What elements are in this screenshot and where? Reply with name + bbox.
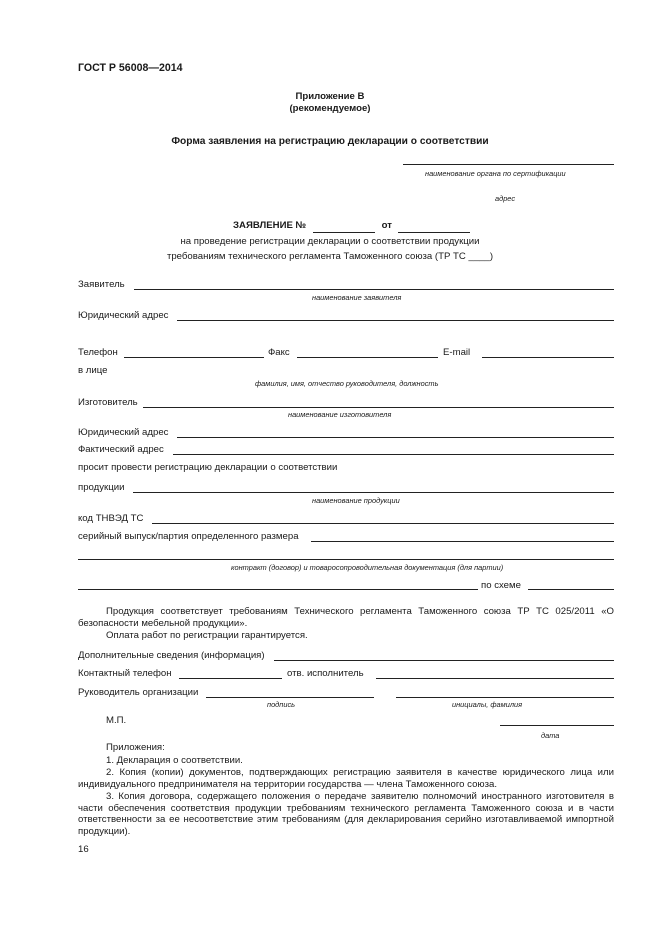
statement-from-label: от xyxy=(381,220,392,231)
form-title: Форма заявления на регистрацию декларации о соответствии xyxy=(171,136,489,147)
person-hint: фамилия, имя, отчество руководителя, должность xyxy=(255,379,439,388)
legal-address2-label: Юридический адрес xyxy=(78,427,169,438)
product-label: продукции xyxy=(78,482,125,493)
serial-label: серийный выпуск/партия определенного размера xyxy=(78,531,299,542)
contact-phone-field[interactable] xyxy=(179,678,282,679)
in-person-label: в лице xyxy=(78,365,108,376)
payment-paragraph: Оплата работ по регистрации гарантируется. xyxy=(106,630,308,641)
head-label: Руководитель организации xyxy=(78,687,199,698)
signature-hint: подпись xyxy=(267,700,296,709)
responsible-label: отв. исполнитель xyxy=(287,668,364,679)
cert-body-line[interactable] xyxy=(403,164,614,165)
attachments-title: Приложения: xyxy=(106,742,165,753)
scheme-label: по схеме xyxy=(481,580,521,591)
statement-number-field[interactable] xyxy=(313,220,375,233)
initials-hint: инициалы, фамилия xyxy=(452,700,523,709)
contact-phone-label: Контактный телефон xyxy=(78,668,172,679)
manufacturer-label: Изготовитель xyxy=(78,397,138,408)
contract-field[interactable] xyxy=(78,559,614,560)
legal-address-field[interactable] xyxy=(177,320,614,321)
product-hint: наименование продукции xyxy=(312,496,400,505)
scheme-field[interactable] xyxy=(528,589,614,590)
product-field[interactable] xyxy=(133,492,614,493)
legal-address-label: Юридический адрес xyxy=(78,310,169,321)
statement-heading xyxy=(233,220,470,233)
applicant-label: Заявитель xyxy=(78,279,125,290)
page-number: 16 xyxy=(78,844,89,855)
conformity-paragraph: Продукция соответствует требованиям Технического регламента Таможенного союза ТР ТС 025/2011 «О безопасности мебельной продукции». xyxy=(78,606,614,629)
standard-header: ГОСТ Р 56008—2014 xyxy=(78,62,183,74)
legal-address2-field[interactable] xyxy=(177,437,614,438)
address-hint: адрес xyxy=(495,194,516,203)
additional-label: Дополнительные сведения (информация) xyxy=(78,650,265,661)
statement-date-field[interactable] xyxy=(398,220,470,233)
date-hint: дата xyxy=(541,731,560,740)
signature-field[interactable] xyxy=(206,697,374,698)
manufacturer-hint: наименование изготовителя xyxy=(288,410,392,419)
date-field[interactable] xyxy=(500,725,614,726)
cert-body-hint: наименование органа по сертификации xyxy=(425,169,566,178)
manufacturer-field[interactable] xyxy=(143,407,614,408)
fax-field[interactable] xyxy=(297,357,438,358)
contract-hint: контракт (договор) и товаросопроводительная документация (для партии) xyxy=(231,563,504,572)
applicant-field[interactable] xyxy=(134,289,614,290)
responsible-field[interactable] xyxy=(376,678,614,679)
phone-label: Телефон xyxy=(78,347,118,358)
email-field[interactable] xyxy=(482,357,614,358)
attachment-item-1: 1. Декларация о соответствии. xyxy=(106,755,243,766)
applicant-hint: наименование заявителя xyxy=(312,293,402,302)
initials-field[interactable] xyxy=(396,697,614,698)
request-text: просит провести регистрацию декларации о соответствии xyxy=(78,462,338,473)
tnved-label: код ТНВЭД ТС xyxy=(78,513,144,524)
scheme-prefix-field[interactable] xyxy=(78,589,478,590)
attachment-item-2: 2. Копия (копии) документов, подтверждающих регистрацию заявителя в качестве юридического лица или индивидуального предпринимателя на территории государства — члена Таможенного союза. xyxy=(78,767,614,790)
fax-label: Факс xyxy=(268,347,290,358)
attachment-item-3: 3. Копия договора, содержащего положения о передаче заявителю полномочий иностранного изготовителя в части обеспечения соответствия продукции требованиям технического регламента Таможенного союза и в части ответственности за ее несоответствие этим требованиям (для декларирования серийно изготавливаемой импортной продукции). xyxy=(78,791,614,837)
appendix-title: Приложение В xyxy=(295,91,365,102)
additional-field[interactable] xyxy=(274,660,614,661)
statement-number-label: ЗАЯВЛЕНИЕ № xyxy=(233,220,307,231)
stamp-label: М.П. xyxy=(106,715,127,726)
actual-address-field[interactable] xyxy=(173,454,614,455)
phone-field[interactable] xyxy=(124,357,264,358)
statement-line1: на проведение регистрации декларации о соответствии продукции xyxy=(180,236,480,247)
statement-line2: требованиям технического регламента Таможенного союза (ТР ТС ____) xyxy=(166,251,494,262)
actual-address-label: Фактический адрес xyxy=(78,444,164,455)
tnved-field[interactable] xyxy=(152,523,614,524)
serial-field[interactable] xyxy=(311,541,614,542)
appendix-subtitle: (рекомендуемое) xyxy=(289,103,371,114)
email-label: E-mail xyxy=(443,347,471,358)
